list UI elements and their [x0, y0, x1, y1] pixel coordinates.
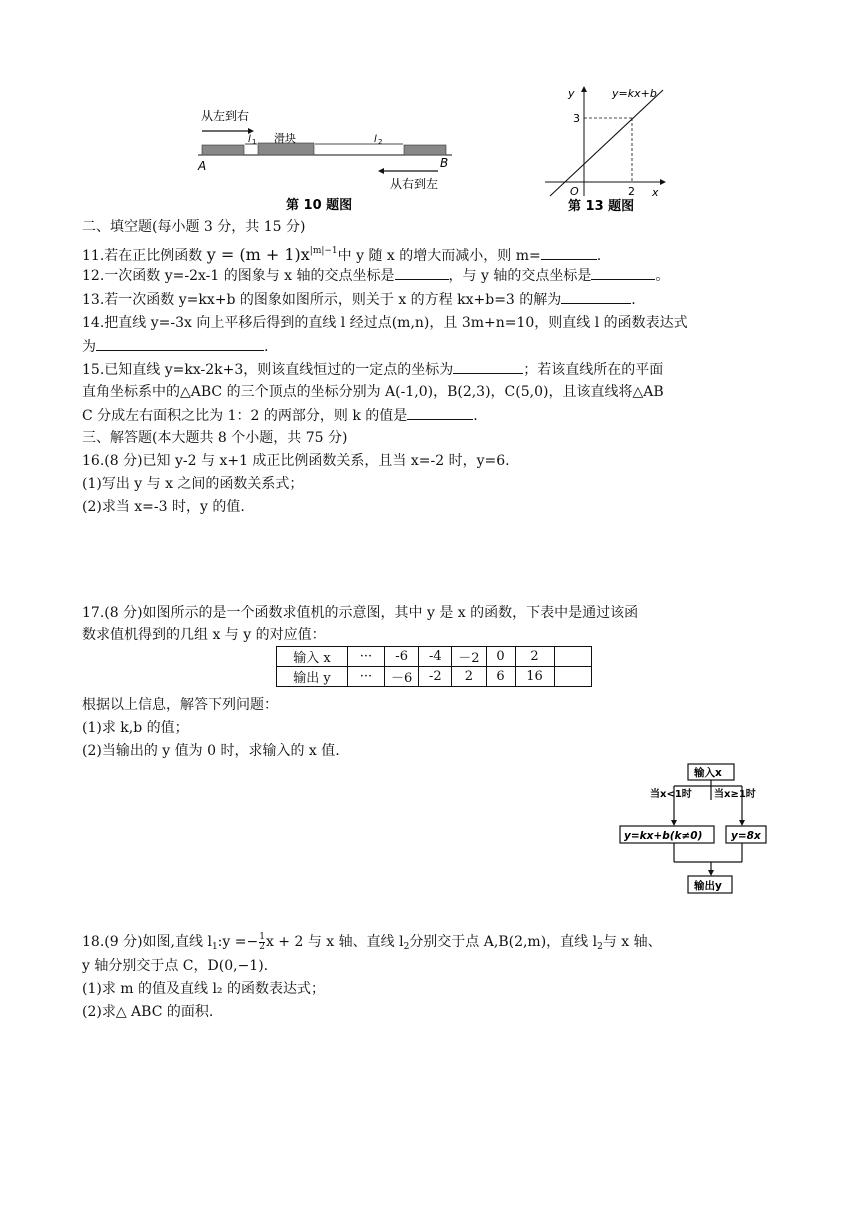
section3-heading: 三、解答题(本大题共 8 个小题，共 75 分) [82, 430, 348, 446]
arrow-down-icon [708, 870, 714, 876]
l2-sub: 2 [378, 138, 383, 146]
question-13: 13.若一次函数 y=kx+b 的图象如图所示，则关于 x 的方程 kx+b=3 的解为 . [82, 288, 636, 311]
l1-sub: 1 [252, 138, 257, 146]
y-axis-label: y [568, 87, 575, 100]
question-14-line1: 14.把直线 y=-3x 向上平移后得到的直线 l 经过点(m,n)，且 3m+n=10，则直线 l 的函数表达式 [82, 315, 688, 331]
point-a-label: A [198, 159, 207, 173]
table-cell: －6 [385, 667, 419, 687]
q11-exponent: |m|−1 [309, 246, 338, 256]
table-cell [554, 647, 591, 667]
origin-label: O [570, 185, 579, 198]
question-15-line3: C 分成左右面积之比为 1：2 的两部分，则 k 的值是 . [82, 404, 478, 427]
q18-l1: $l_1:y$ =− $\frac{1}{2}$ x + 2 [207, 931, 304, 952]
fig10-left-to-right-label: 从左到右 [201, 109, 250, 123]
question-15-line1: 15.已知直线 y=kx-2k+3，则该直线恒过的一定点的坐标为 ；若该直线所在的平面 [82, 358, 663, 381]
table-cell: -6 [385, 647, 419, 667]
point-b-label: B [440, 156, 449, 170]
x-axis-arrow-icon [660, 179, 666, 185]
y-axis-arrow-icon [581, 86, 587, 92]
fig10-right-to-left-label: 从右到左 [390, 177, 439, 191]
table-cell: 输出 y [277, 667, 348, 687]
question-11: 11.若在正比例函数 $y = (m + 1)x^{|m|-1}$中 y 随 x 的增大而减小，则 m= . [82, 245, 602, 264]
block-a [202, 145, 244, 155]
line-label: y=kx+b [612, 87, 657, 100]
question-16: 16.(8 分)已知 y-2 与 x+1 成正比例函数关系，且当 x=-2 时，y=6. [82, 453, 510, 469]
table-cell: 0 [486, 647, 515, 667]
q15-blank-1[interactable] [453, 358, 523, 374]
tick-x-2: 2 [628, 185, 635, 198]
line-y-kx-b [550, 90, 663, 196]
slider-label: 滑块 [274, 132, 296, 145]
table-cell: ··· [348, 667, 385, 687]
question-17-part2: (2)当输出的 y 值为 0 时，求输入的 x 值. [82, 743, 340, 759]
table-cell: -2 [419, 667, 452, 687]
question-18-line2: y 轴分别交于点 C，D(0,−1). [82, 958, 269, 974]
l1-label: l [248, 134, 251, 145]
x-axis-label: x [652, 186, 659, 199]
q18-l2-b: $l_2$ [592, 934, 603, 952]
fig13-caption: 第 13 题图 [568, 199, 635, 214]
figure-13-graph [540, 84, 670, 216]
function-machine-flowchart [616, 760, 776, 900]
question-17-intro: 根据以上信息，解答下列问题： [82, 697, 278, 713]
question-18-part2: (2)求△ ABC 的面积. [82, 1004, 214, 1020]
table-cell: 16 [515, 667, 554, 687]
q18-fraction: $\frac{1}{2}$ [259, 931, 265, 952]
question-17-part1: (1)求 k,b 的值； [82, 720, 189, 736]
flow-box-right-label: y=8x [731, 830, 761, 842]
table-cell: ··· [348, 647, 385, 667]
q18-l2: $l_2$ [399, 934, 410, 952]
table-cell: －2 [452, 647, 486, 667]
table-cell: 6 [486, 667, 515, 687]
q18-point-d: D(0,−1). [207, 958, 269, 974]
arrow-down-icon [739, 820, 745, 826]
table-row-output [277, 667, 592, 687]
table-row-input [277, 647, 592, 667]
question-17-line2: 数求值机得到的几组 x 与 y 的对应值： [82, 627, 326, 643]
flow-box-left-label: y=kx+b(k≠0) [624, 830, 703, 842]
question-15-line2: 直角坐标系中的△ABC 的三个顶点的坐标分别为 A(-1,0)，B(2,3)，C(5,0)，且该直线将△AB [82, 384, 664, 400]
table-cell: 输入 x [277, 647, 348, 667]
question-16-part2: (2)求当 x=-3 时，y 的值. [82, 499, 245, 515]
tick-y-3: 3 [573, 112, 580, 125]
question-14-line2: 为 . [82, 335, 268, 358]
l2-label: l [374, 134, 377, 145]
left-arrow-icon [378, 168, 384, 174]
q13-blank[interactable] [561, 288, 631, 304]
flow-cond-right: 当x≥1时 [714, 789, 756, 800]
flow-cond-left: 当x<1时 [650, 789, 692, 800]
q15-blank-2[interactable] [407, 404, 473, 420]
q12-blank-2[interactable] [591, 264, 655, 280]
q11-blank[interactable] [541, 244, 597, 260]
question-18-part1: (1)求 m 的值及直线 l₂ 的函数表达式； [82, 981, 325, 997]
section2-heading: 二、填空题(每小题 3 分，共 15 分) [82, 219, 306, 235]
table-cell [554, 667, 591, 687]
io-value-table [276, 646, 592, 687]
question-17-line1: 17.(8 分)如图所示的是一个函数求值机的示意图，其中 y 是 x 的函数，下表中是通过该函 [82, 605, 639, 621]
question-12: 12.一次函数 y=-2x-1 的图象与 x 轴的交点坐标是 ，与 y 轴的交点坐标是 。 [82, 264, 669, 287]
q14-blank[interactable] [96, 335, 264, 351]
question-16-part1: (1)写出 y 与 x 之间的函数关系式； [82, 476, 304, 492]
table-cell: -4 [419, 647, 452, 667]
fig10-caption: 第 10 题图 [286, 198, 353, 213]
table-cell: 2 [515, 647, 554, 667]
q12-blank-1[interactable] [395, 264, 449, 280]
q11-function: y = (m + 1)x [206, 245, 310, 264]
flow-output-label: 输出y [694, 880, 722, 892]
question-18-line1: 18.(9 分)如图,直线 $l_1:y$ =− $\frac{1}{2}$ x + 2 与 x 轴、直线 $l_2$分别交于点 A,B(2,m)，直线 $l_2$与 x 轴、 [82, 931, 662, 952]
block-b [404, 145, 446, 155]
table-cell: 2 [452, 667, 486, 687]
arrow-down-icon [671, 820, 677, 826]
figure-10-diagram [190, 104, 470, 214]
flow-input-label: 输入x [694, 767, 722, 779]
